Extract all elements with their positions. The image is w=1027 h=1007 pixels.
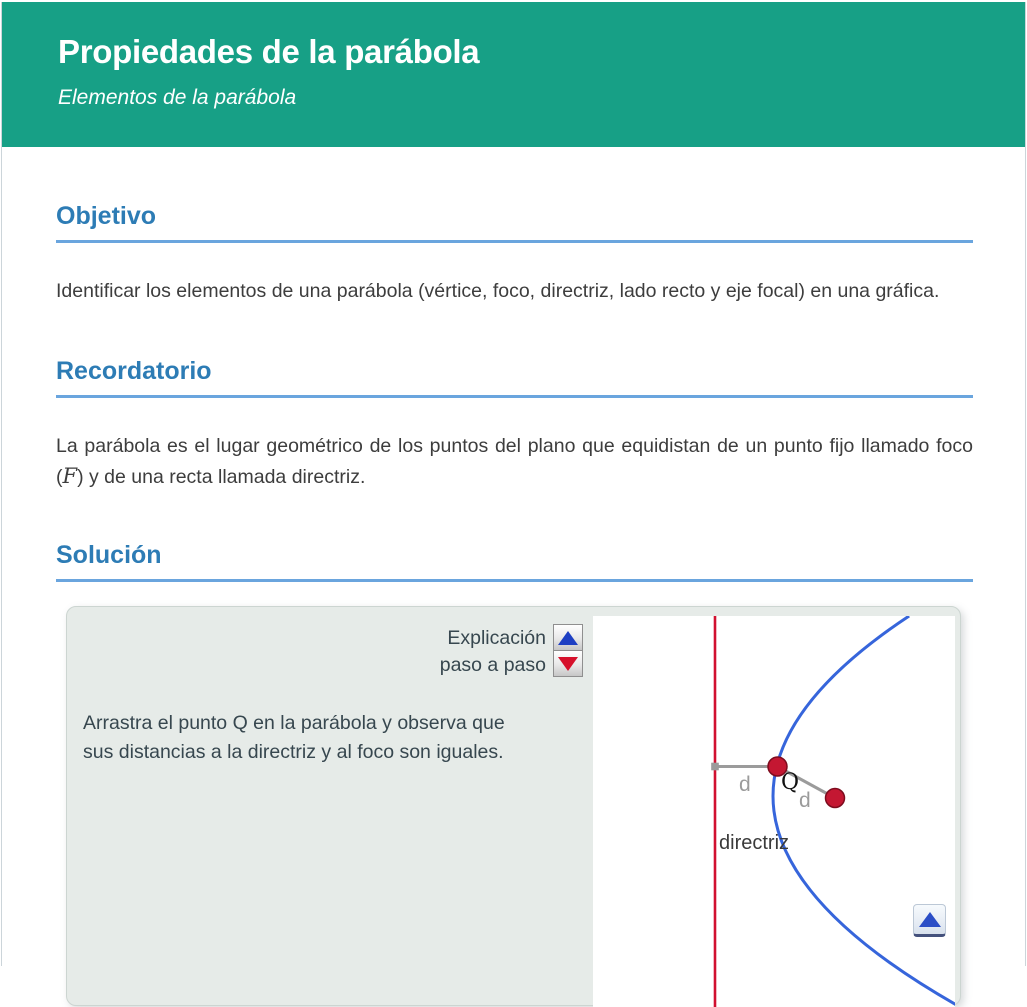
page-right-border [1025, 2, 1026, 966]
section-heading-objetivo: Objetivo [56, 201, 973, 243]
section-heading-solucion: Solución [56, 540, 973, 582]
down-triangle-icon [558, 657, 578, 671]
step-down-button[interactable] [553, 650, 583, 677]
parabola-diagram [593, 616, 955, 1007]
recordatorio-text [56, 431, 973, 492]
objetivo-text: Identificar los elementos de una parábola (vértice, foco, directriz, lado recto y eje focal) en una gráfica. [56, 280, 940, 302]
recordatorio-text-pre: La parábola es el lugar geométrico de los puntos del plano que equidistan de un punto fijo llamado foco ( [56, 435, 973, 488]
distance-label-directrix: d [739, 773, 751, 796]
graph-scroll-up-button[interactable] [913, 904, 946, 937]
directrix-label: directriz [719, 832, 790, 854]
up-triangle-icon [558, 631, 578, 645]
page-left-border [1, 2, 2, 966]
up-triangle-icon [919, 912, 941, 927]
focus-math-symbol: F [62, 464, 78, 488]
instruction-line2: sus distancias a la directriz y al foco son iguales. [83, 741, 504, 763]
instruction-text [83, 709, 563, 767]
distance-label-focus: d [799, 789, 811, 812]
explanation-label [246, 625, 546, 679]
graph-canvas[interactable] [593, 616, 955, 1007]
page-header [2, 2, 1025, 147]
page-content [0, 201, 1027, 1006]
step-up-button[interactable] [553, 624, 583, 651]
focus-point [826, 789, 845, 808]
instruction-line1: Arrastra el punto Q en la parábola y observa que [83, 712, 505, 734]
section-heading-recordatorio: Recordatorio [56, 356, 973, 398]
explanation-label-line1: Explicación [447, 627, 546, 649]
point-q-label: Q [781, 770, 800, 795]
interactive-applet [66, 606, 961, 1006]
step-navigation [553, 624, 583, 677]
explanation-label-line2: paso a paso [439, 654, 546, 676]
page-subtitle: Elementos de la parábola [58, 86, 297, 109]
page-title: Propiedades de la parábola [58, 33, 480, 70]
recordatorio-text-post: ) y de una recta llamada directriz. [77, 466, 366, 488]
directrix-foot-marker [711, 763, 719, 771]
